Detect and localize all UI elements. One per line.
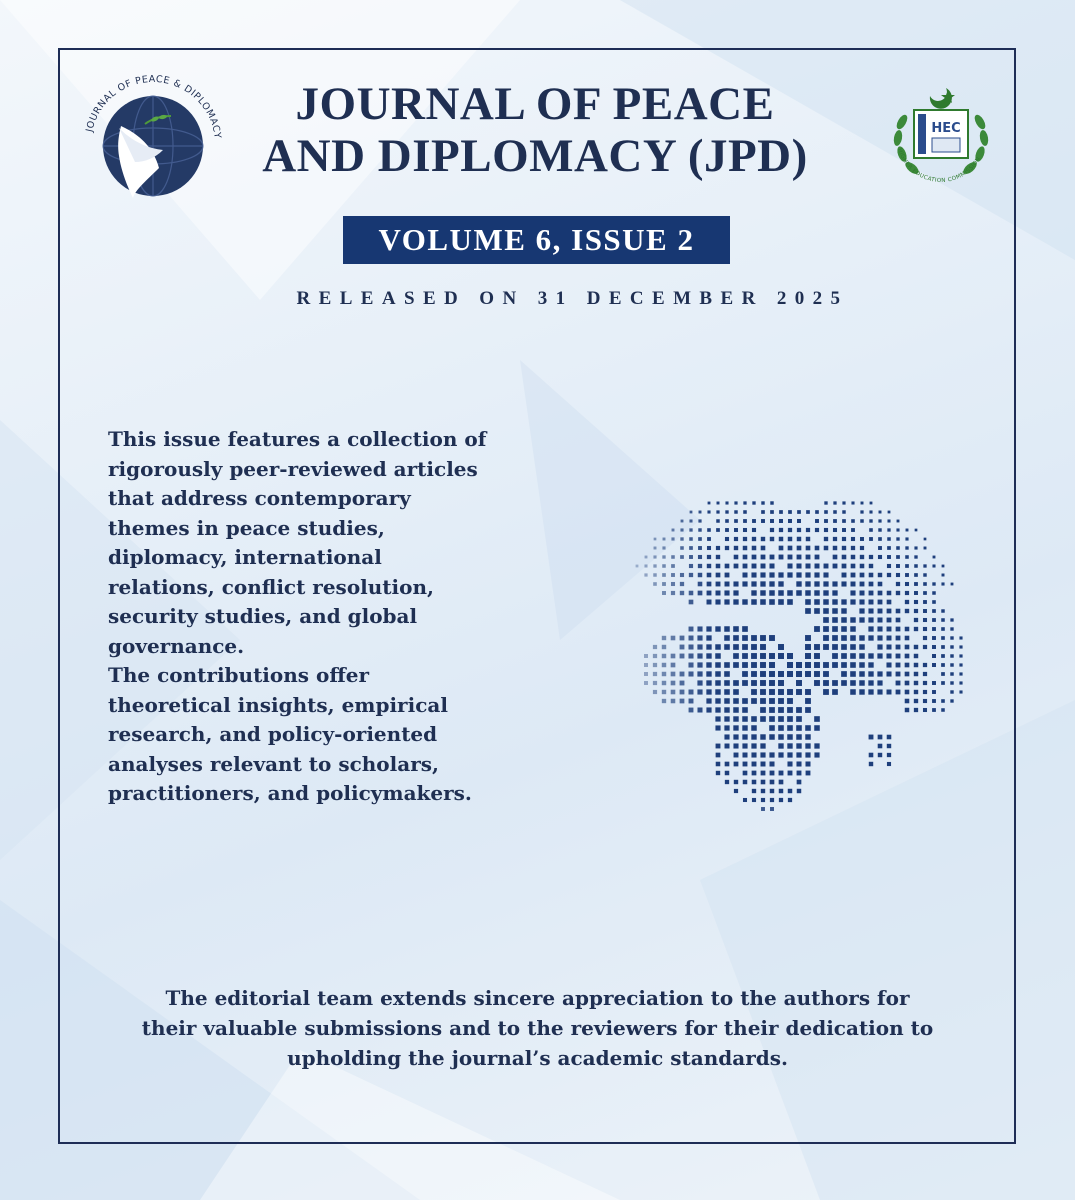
jpd-logo bbox=[83, 74, 223, 214]
hec-logo bbox=[888, 82, 994, 192]
svg-text:HEC: HEC bbox=[931, 121, 961, 136]
description-line: practitioners, and policymakers. bbox=[108, 781, 472, 805]
acknowledgement-line: The editorial team extends sincere appreciation to the authors for bbox=[165, 986, 910, 1010]
acknowledgement-text bbox=[80, 983, 995, 1073]
description-line: diplomacy, international bbox=[108, 545, 382, 569]
title-line-2: AND DIPLOMACY (JPD) bbox=[262, 130, 808, 182]
title-line-1: JOURNAL OF PEACE bbox=[295, 78, 775, 130]
acknowledgement-line: upholding the journal’s academic standards. bbox=[287, 1046, 788, 1070]
description-line: research, and policy-oriented bbox=[108, 722, 438, 746]
issue-description bbox=[108, 425, 568, 809]
description-line: relations, conflict resolution, bbox=[108, 574, 434, 599]
description-line: security studies, and global bbox=[108, 604, 418, 628]
description-line: rigorously peer-reviewed articles bbox=[108, 456, 478, 481]
svg-text:HIGHER EDUCATION COMMISSION: HIGHER EDUCATION COMMISSION bbox=[896, 147, 982, 185]
dotted-globe-icon bbox=[590, 470, 1000, 855]
journal-title bbox=[220, 78, 850, 182]
description-line: This issue features a collection of bbox=[108, 427, 487, 451]
release-date: RELEASED ON 31 DECEMBER 2025 bbox=[296, 288, 849, 309]
description-line: analyses relevant to scholars, bbox=[108, 751, 439, 776]
volume-issue-badge: VOLUME 6, ISSUE 2 bbox=[343, 216, 730, 264]
description-line: theoretical insights, empirical bbox=[108, 692, 448, 717]
description-line: The contributions offer bbox=[108, 663, 370, 687]
acknowledgement-line: their valuable submissions and to the reviewers for their dedication to bbox=[141, 1016, 934, 1040]
description-line: themes in peace studies, bbox=[108, 515, 385, 540]
svg-text:JOURNAL OF PEACE & DIPLOMACY: JOURNAL OF PEACE & DIPLOMACY bbox=[84, 74, 223, 140]
description-line: governance. bbox=[108, 633, 245, 658]
description-line: that address contemporary bbox=[108, 486, 411, 510]
dove-globe-icon bbox=[83, 74, 223, 214]
hec-emblem-icon bbox=[888, 82, 994, 192]
